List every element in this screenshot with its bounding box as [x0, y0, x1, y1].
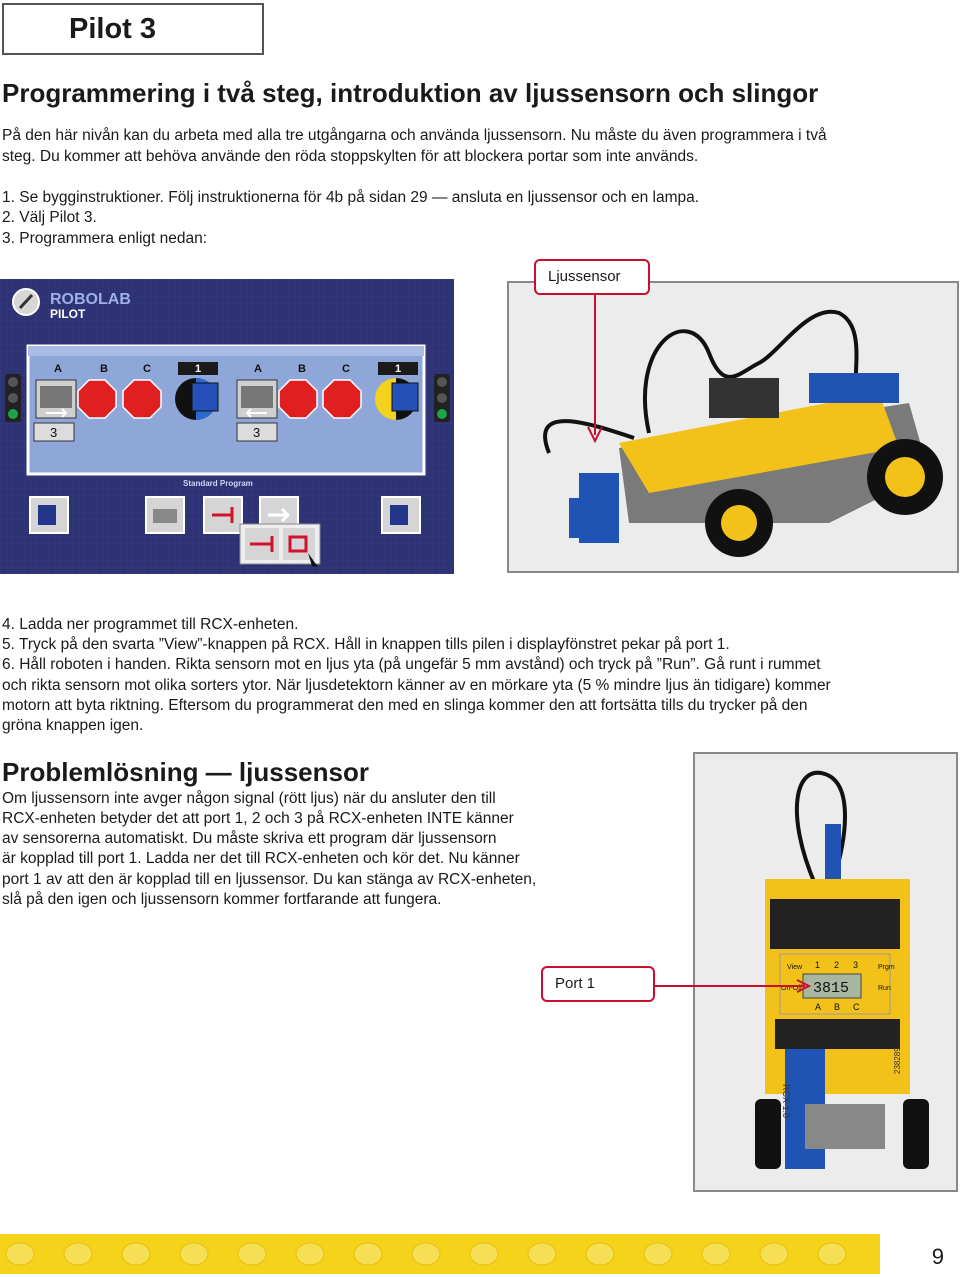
counter-value: 3 [253, 425, 261, 440]
rcx-display: 3815 [813, 980, 850, 997]
rcx-button-prgm: Prgm [878, 964, 895, 971]
callout-port-1 [541, 966, 655, 1002]
problem-line: slå på den igen och ljussensorn kommer fortfarande att fungera. [2, 891, 442, 908]
port-label: B [100, 363, 108, 375]
port-label: C [342, 363, 350, 375]
problem-heading: Problemlösning — ljussensor [2, 757, 369, 787]
save-icon[interactable] [30, 497, 68, 533]
problem-line: av sensorerna automatiskt. Du måste skriva ett program där ljussensorn [2, 830, 497, 847]
stop-sign-icon [78, 380, 116, 418]
robot-photo-top [693, 752, 958, 1192]
robolab-logo-sub: PILOT [50, 307, 86, 321]
step-6-line-3: motorn att byta riktning. Eftersom du programmerat den med en slinga kommer den att fortsätta tills du trycker på den [2, 697, 808, 714]
port-label: 1 [395, 363, 402, 375]
rcx-button-onoff: On-Off [781, 985, 802, 992]
stop-sign-icon [123, 380, 161, 418]
step-4: 4. Ladda ner programmet till RCX-enheten. [2, 616, 299, 633]
rcx-button-view: View [787, 964, 803, 971]
callout-arrow [655, 978, 815, 994]
rcx-port-b: B [834, 1002, 841, 1012]
problem-line: är kopplad till port 1. Ladda ner det till RCX-enheten och kör det. Nu känner [2, 850, 520, 867]
step-2: 2. Välj Pilot 3. [2, 209, 97, 226]
intro-line-2: steg. Du kommer att behöva använde den röda stoppskylten för att blockera portar som inte används. [2, 148, 699, 165]
robolab-logo-text: ROBOLAB [50, 291, 131, 308]
port-label: C [143, 363, 151, 375]
rcx-port-2: 2 [834, 960, 840, 970]
page-title: Pilot 3 [69, 13, 157, 45]
program-label: Standard Program [183, 479, 253, 488]
callout-light-sensor [534, 259, 650, 295]
port-label: A [54, 363, 62, 375]
port-label: A [254, 363, 262, 375]
problem-line: port 1 av att den är kopplad till en ljussensor. Du kan stänga av RCX-enheten, [2, 871, 537, 888]
counter-value: 3 [50, 425, 58, 440]
footer-band [0, 1234, 880, 1274]
wheel-icon [755, 1099, 781, 1169]
rcx-label: RCX 1.0 [781, 1084, 791, 1119]
motor-reverse-icon [237, 380, 277, 418]
rcx-port-3: 3 [853, 960, 859, 970]
step-6-line-1: 6. Håll roboten i handen. Rikta sensorn mot en ljus yta (på ungefär 5 mm avstånd) och tryck på ”Run”. Gå runt i rummet [2, 656, 821, 673]
robolab-screenshot [0, 279, 454, 574]
callout-arrow [585, 295, 605, 445]
jump-icon[interactable] [204, 497, 242, 533]
rcx-button-run: Run [878, 985, 891, 992]
step-6-line-2: och rikta sensorn mot olika sorters ytor. När ljusdetektorn känner av en mörkare yta (5 % mindre ljus än tidigare) kommer [2, 677, 831, 694]
save-icon[interactable] [382, 497, 420, 533]
stop-light-icon [434, 374, 450, 422]
main-heading: Programmering i två steg, introduktion av ljussensorn och slingor [2, 78, 819, 108]
motor-icon [36, 380, 76, 418]
robot-photo-side [507, 281, 959, 573]
step-3: 3. Programmera enligt nedan: [2, 230, 208, 247]
problem-line: RCX-enheten betyder det att port 1, 2 och 3 på RCX-enheten INTE känner [2, 810, 514, 827]
start-light-icon [5, 374, 21, 422]
print-icon[interactable] [146, 497, 184, 533]
rcx-port-1: 1 [815, 960, 821, 970]
intro-line-1: På den här nivån kan du arbeta med alla tre utgångarna och använda ljussensorn. Nu måste du även programmera i två [2, 127, 827, 144]
rcx-port-c: C [853, 1002, 860, 1012]
stop-sign-icon [323, 380, 361, 418]
loop-palette-icon[interactable] [240, 524, 320, 567]
port-label: 1 [195, 363, 202, 375]
callout-light-sensor-label: Ljussensor [548, 268, 621, 285]
callout-port-1-label: Port 1 [555, 975, 596, 992]
rcx-serial: 238289 [893, 1047, 902, 1074]
wheel-icon [903, 1099, 929, 1169]
step-5: 5. Tryck på den svarta ”View”-knappen på RCX. Håll in knappen tills pilen i displayfönstret pekar på port 1. [2, 636, 730, 653]
step-1: 1. Se bygginstruktioner. Följ instruktionerna för 4b på sidan 29 — ansluta en ljussensor och en lampa. [2, 189, 700, 206]
port-label: B [298, 363, 306, 375]
problem-line: Om ljussensorn inte avger någon signal (rött ljus) när du ansluter den till [2, 790, 496, 807]
rcx-port-a: A [815, 1002, 822, 1012]
stop-sign-icon [279, 380, 317, 418]
page-title-box [2, 3, 264, 55]
step-6-line-4: gröna knappen igen. [2, 717, 144, 734]
page-number: 9 [931, 1244, 944, 1269]
